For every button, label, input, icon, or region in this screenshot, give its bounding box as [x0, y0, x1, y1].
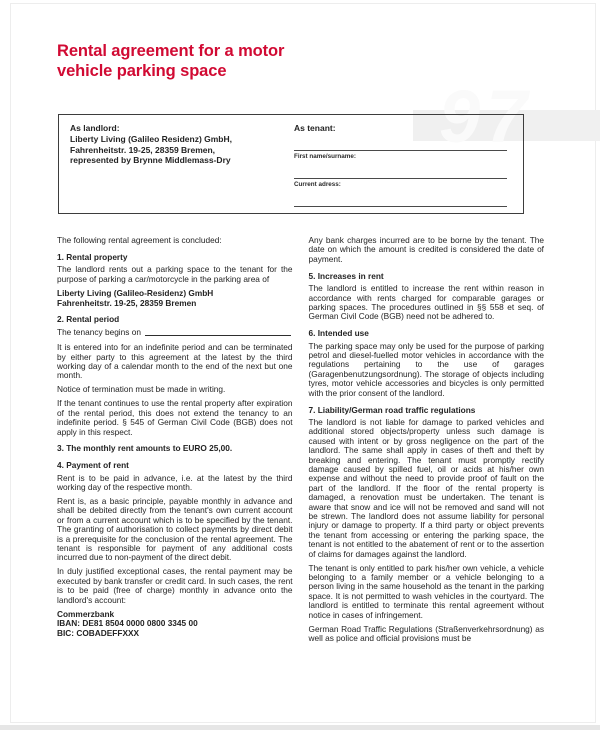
blank-line [145, 335, 291, 336]
bold-line: BIC: COBADEFFXXX [57, 627, 140, 638]
title-line-2: vehicle parking space [57, 62, 227, 80]
tenant-address-blank-line [294, 178, 507, 179]
bold-lines-block [57, 289, 293, 308]
title-line-1: Rental agreement for a motor [57, 42, 285, 60]
page-bottom-edge [0, 725, 600, 730]
left-column [57, 236, 293, 648]
fill-in-label: The tenancy begins on [57, 326, 141, 337]
section-heading: 2. Rental period [57, 314, 120, 325]
section-heading: 6. Intended use [308, 328, 369, 339]
bold-line: Fahrenheitstr. 19-25, 28359 Bremen [57, 297, 197, 308]
section-heading: 7. Liability/German road traffic regulations [308, 404, 476, 415]
bold-line: Commerzbank [57, 609, 115, 619]
body-paragraph: If the tenant continues to use the rental property after expiration of the rental period, this does not extend the tenancy to an indefinite period. § 545 of German Civil Code (BGB) does not apply in this respect. [57, 398, 293, 437]
section-heading: 1. Rental property [57, 251, 128, 262]
bold-line: IBAN: DE81 8504 0000 0800 3345 00 [57, 618, 198, 629]
section-heading: 4. Payment of rent [57, 460, 129, 471]
tenant-name-blank-line [294, 150, 507, 151]
body-paragraph: The following rental agreement is concluded: [57, 235, 222, 245]
bold-line: Liberty Living (Galileo-Residenz) GmbH [57, 288, 214, 299]
body-paragraph: The landlord is not liable for damage to parked vehicles and additional stored objects/property unless such damage is caused with intent or by gross negligence on the part of the landlord. The same shall apply in cases of theft and theft by breaking and entering. The tenant must promptly rectify damage caused by spilled fuel, oil or acids at his/her own expense and without the need to provide proof of fault on the part of the landlord. If the floor of the rental property is damaged, a renovation must be undertaken. The tenant is aware that snow and ice will not be removed and sand will not be strewn. The landlord does not assume liability for personal injury or damage to property. If a third party or object prevents the tenant from accessing or entering the parking space, the tenant is not entitled to the abatement of rent or to the assertion of claims for damages against the landlord. [308, 417, 544, 559]
section-heading: 3. The monthly rent amounts to EURO 25,00. [57, 443, 233, 454]
right-column [309, 236, 545, 648]
landlord-section [59, 115, 294, 213]
landlord-address: Fahrenheitstr. 19-25, 28359 Bremen, [70, 144, 216, 155]
body-paragraph: The parking space may only be used for the purpose of parking petrol and diesel-fuelled motor vehicles in accordance with the regulations pertaining to the use of garages (Garagenbenutzungsordnung). The storage of objects including tyres, motor vehicle accessories and bicycles is only permitted with the prior consent of the landlord. [308, 340, 544, 398]
watermark-text: 97 [439, 75, 534, 158]
parties-box [58, 114, 524, 214]
body-paragraph: Notice of termination must be made in writing. [57, 384, 226, 395]
body-paragraph: Rent is to be paid in advance, i.e. at the latest by the third working day of the respective month. [57, 472, 293, 493]
body-paragraph: The landlord rents out a parking space to the tenant for the purpose of parking a car/motorcycle in the parking area of [57, 264, 293, 284]
body-paragraph: In duly justified exceptional cases, the rental payment may be executed by bank transfer or credit card. In such cases, the rent is to be paid (free of charge) monthly in advance onto the landlord's account: [57, 566, 293, 605]
tenant-extra-blank-line [294, 206, 507, 207]
landlord-representative: represented by Brynne Middlemass-Dry [70, 155, 231, 166]
body-paragraph: German Road Traffic Regulations (Straßenverkehrsordnung) as well as police and official provisions must be [308, 623, 544, 643]
tenant-name-field-label: First name/surname: [294, 153, 356, 161]
tenant-section [294, 115, 523, 213]
bold-lines-block [57, 610, 293, 638]
body-paragraph: It is entered into for an indefinite period and can be terminated by either party to this agreement at the latest by the third working day of a calendar month to the end of the next but one month. [57, 342, 293, 381]
tenant-label: As tenant: [294, 123, 336, 133]
body-paragraph: Any bank charges incurred are to be borne by the tenant. The date on which the amount is credited is considered the date of payment. [308, 235, 544, 264]
agreement-body [57, 236, 544, 648]
section-heading: 5. Increases in rent [308, 270, 384, 281]
landlord-label: As landlord: [70, 123, 120, 133]
body-paragraph: The landlord is entitled to increase the rent within reason in accordance with rents charged for comparable garages or parking spaces. The procedures outlined in §§ 558 et seq. of German Civil Code (BGB) need not be adhered to. [308, 283, 544, 322]
tenant-address-field-label: Current adress: [294, 181, 341, 189]
body-paragraph: The tenant is only entitled to park his/her own vehicle, a vehicle belonging to a family member or a vehicle belonging to a person living in the same household as the tenant in the parking space. It is not permitted to wash vehicles in the courtyard. The landlord is entitled to terminate this rental agreement without notice in cases of infringement. [308, 562, 544, 620]
body-paragraph: Rent is, as a basic principle, payable monthly in advance and shall be debited directly from the tenant's own current account or from a current account which is to be specified by the tenant. The granting of authorisation to collect payments by direct debit is a prerequisite for the conclusion of the rental agreement. The tenant is responsible for payment of any additional costs incurred due to non-payment of the direct debit. [57, 496, 293, 563]
fill-in-line [57, 328, 293, 337]
landlord-name: Liberty Living (Galileo Residenz) GmbH, [70, 134, 232, 145]
document-title [57, 41, 284, 81]
